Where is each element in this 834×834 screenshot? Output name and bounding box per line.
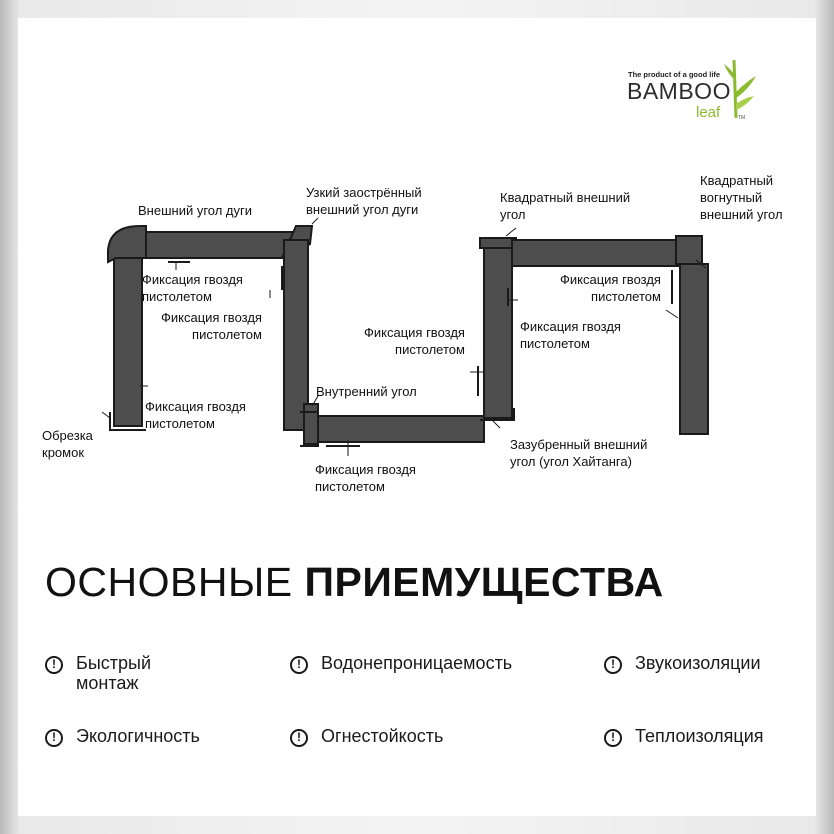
label-inner-corner: Внутренний угол [316, 384, 417, 399]
label-nail-fixation-7: Фиксация гвоздя пистолетом [315, 462, 416, 494]
right-vertical-panel [680, 264, 708, 434]
inner-corner-piece [304, 404, 318, 444]
square-outer-corner-piece [480, 238, 516, 248]
logo-tm: TM [738, 115, 746, 121]
label-narrow-arc-corner: Узкий заострённый внешний угол дуги [306, 185, 422, 217]
label-outer-arc-corner: Внешний угол дуги [138, 203, 253, 218]
advantage-text: Экологичность [76, 726, 200, 746]
bamboo-leaf-logo [628, 52, 760, 124]
advantage-text: Теплоизоляция [635, 726, 764, 746]
bottom-horizontal-panel [316, 416, 484, 442]
label-nail-fixation-3: Фиксация гвоздя пистолетом [560, 272, 661, 304]
top-horizontal-panel-2 [512, 240, 680, 266]
advantage-text: Быстрый монтаж [76, 653, 151, 693]
exclamation-circle-icon: ! [290, 729, 308, 747]
label-edge-trim: Обрезка кромок [42, 428, 93, 460]
left-vertical-panel [114, 258, 142, 426]
middle-vertical-panel [484, 246, 512, 418]
logo-tagline: The product of a good life [628, 70, 721, 79]
headline-bold: ПРИЕМУЩЕСТВА [304, 559, 664, 605]
advantage-text: Звукоизоляции [635, 653, 761, 673]
advantages-headline [45, 558, 664, 606]
exclamation-circle-icon: ! [604, 656, 622, 674]
label-square-concave-corner: Квадратный вогнутный внешний угол [700, 173, 783, 222]
exclamation-circle-icon: ! [290, 656, 308, 674]
exclamation-circle-icon: ! [604, 729, 622, 747]
outer-arc-corner-piece [108, 226, 146, 262]
exclamation-circle-icon: ! [45, 729, 63, 747]
label-nail-fixation-6: Фиксация гвоздя пистолетом [145, 399, 246, 431]
concave-corner-piece [676, 236, 702, 264]
diagonal-vertical-panel [284, 240, 308, 430]
top-horizontal-panel-1 [146, 232, 300, 258]
exclamation-circle-icon: ! [45, 656, 63, 674]
label-square-outer-corner: Квадратный внешний угол [500, 190, 631, 222]
advantage-text: Водонепроницаемость [321, 653, 513, 673]
label-nail-fixation-1: Фиксация гвоздя пистолетом [142, 272, 243, 304]
label-nail-fixation-2: Фиксация гвоздя пистолетом [161, 310, 262, 342]
logo-brand: BAMBOO [627, 78, 731, 104]
label-nail-fixation-4: Фиксация гвоздя пистолетом [364, 325, 465, 357]
label-nail-fixation-5: Фиксация гвоздя пистолетом [520, 319, 621, 351]
label-serrated-corner: Зазубренный внешний угол (угол Хайтанга) [510, 437, 648, 469]
headline-light: ОСНОВНЫЕ [45, 559, 293, 605]
advantage-text: Огнестойкость [321, 726, 444, 746]
logo-sub: leaf [696, 104, 721, 121]
